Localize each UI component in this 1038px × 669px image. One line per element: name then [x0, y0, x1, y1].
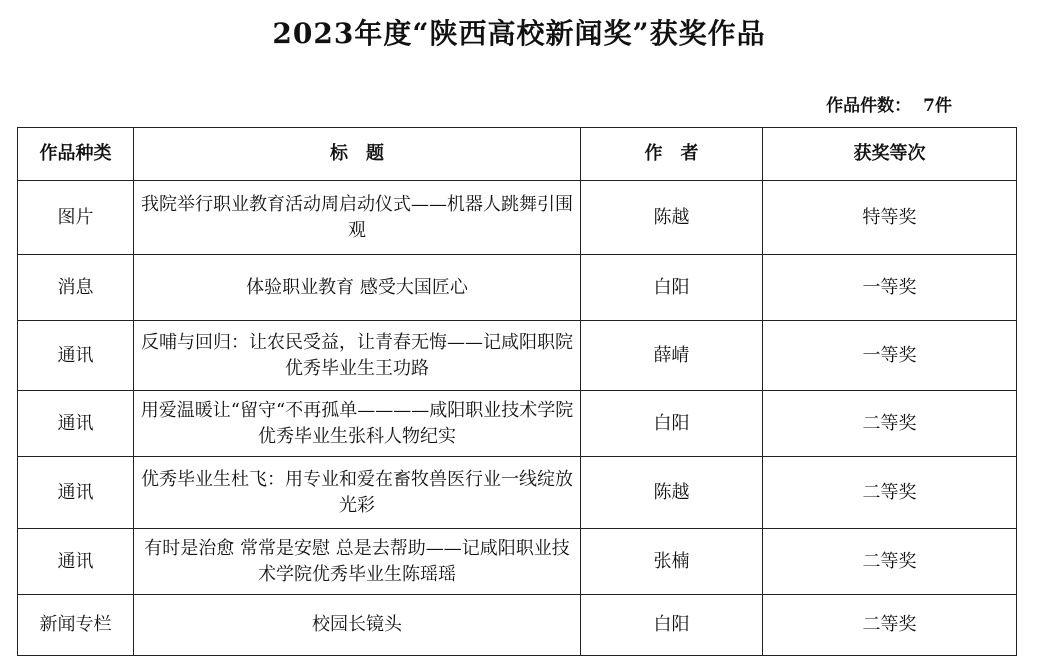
cell-title: 有时是治愈 常常是安慰 总是去帮助——记咸阳职业技术学院优秀毕业生陈瑶瑶 [134, 529, 581, 595]
cell-award: 二等奖 [763, 391, 1017, 457]
cell-author: 薛崝 [581, 321, 763, 391]
cell-category: 通讯 [18, 321, 134, 391]
cell-category: 通讯 [18, 529, 134, 595]
cell-author: 陈越 [581, 457, 763, 529]
cell-title: 我院举行职业教育活动周启动仪式——机器人跳舞引围观 [134, 181, 581, 255]
cell-author: 张楠 [581, 529, 763, 595]
table-row [18, 595, 1017, 656]
cell-author: 白阳 [581, 595, 763, 656]
cell-award: 二等奖 [763, 595, 1017, 656]
cell-category: 图片 [18, 181, 134, 255]
cell-title: 反哺与回归：让农民受益，让青春无悔——记咸阳职院优秀毕业生王功路 [134, 321, 581, 391]
cell-author: 陈越 [581, 181, 763, 255]
header-title: 标 题 [134, 128, 581, 181]
awards-table [17, 127, 1017, 656]
table-row [18, 391, 1017, 457]
cell-award: 二等奖 [763, 529, 1017, 595]
cell-award: 特等奖 [763, 181, 1017, 255]
cell-author: 白阳 [581, 255, 763, 321]
cell-category: 消息 [18, 255, 134, 321]
cell-award: 二等奖 [763, 457, 1017, 529]
cell-title: 校园长镜头 [134, 595, 581, 656]
table-row [18, 529, 1017, 595]
cell-category: 通讯 [18, 457, 134, 529]
header-author: 作 者 [581, 128, 763, 181]
cell-title: 体验职业教育 感受大国匠心 [134, 255, 581, 321]
work-count [826, 91, 952, 116]
page-title: 2023年度“陕西高校新闻奖”获奖作品 [272, 17, 766, 50]
table-row [18, 457, 1017, 529]
table-row [18, 321, 1017, 391]
cell-author: 白阳 [581, 391, 763, 457]
header-category: 作品种类 [18, 128, 134, 181]
header-award: 获奖等次 [763, 128, 1017, 181]
table-header-row [18, 128, 1017, 181]
table-row [18, 181, 1017, 255]
cell-title: 优秀毕业生杜飞：用专业和爱在畜牧兽医行业一线绽放光彩 [134, 457, 581, 529]
work-count-label: 作品件数： [826, 96, 912, 116]
cell-category: 新闻专栏 [18, 595, 134, 656]
cell-category: 通讯 [18, 391, 134, 457]
table-row [18, 255, 1017, 321]
work-count-value: 7件 [923, 96, 952, 116]
cell-title: 用爱温暖让“留守“不再孤单————咸阳职业技术学院优秀毕业生张科人物纪实 [134, 391, 581, 457]
cell-award: 一等奖 [763, 321, 1017, 391]
cell-award: 一等奖 [763, 255, 1017, 321]
